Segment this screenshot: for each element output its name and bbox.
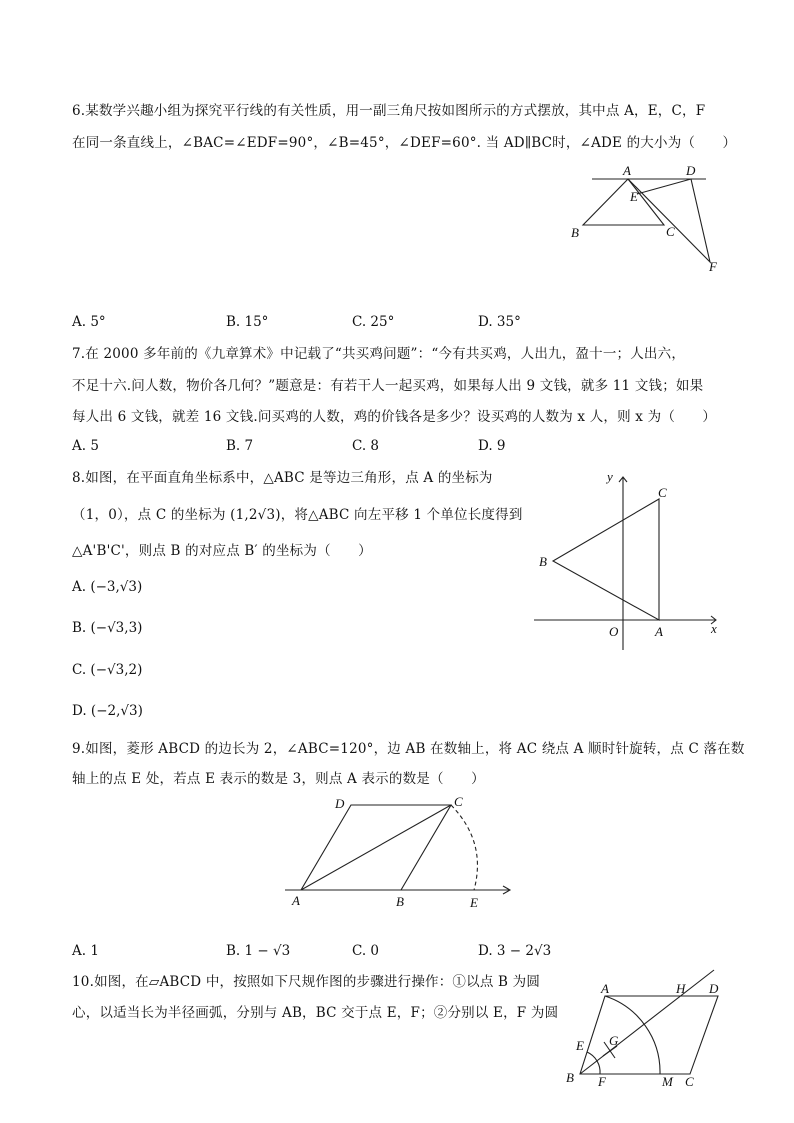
q6-label-f: F xyxy=(709,259,717,274)
q8-figure xyxy=(525,465,730,655)
q6-option-a[interactable]: A. 5° xyxy=(72,314,106,330)
q7-option-c[interactable]: C. 8 xyxy=(352,438,380,454)
q6-triangle-def xyxy=(628,179,710,262)
q6-triangle-abc xyxy=(583,179,664,225)
q10-label-a: A xyxy=(601,981,609,996)
q9-diagonal-ac xyxy=(301,805,451,890)
q10-label-g: G xyxy=(609,1033,619,1048)
q10-label-h: H xyxy=(676,981,686,996)
q10-text-line-1: 10.如图，在▱ABCD 中，按照如下尺规作图的步骤进行操作：①以点 B 为圆 xyxy=(72,974,541,990)
q8-text-line-3: △A'B'C'，则点 B 的对应点 B′ 的坐标为（ ） xyxy=(72,543,372,559)
q10-label-m: M xyxy=(662,1074,673,1089)
q9-text-line-1: 9.如图，菱形 ABCD 的边长为 2，∠ABC=120°，边 AB 在数轴上，将 AC 绕点 A 顺时针旋转，点 C 落在数 xyxy=(72,741,745,757)
q8-option-b[interactable]: B. (−√3,3) xyxy=(72,620,143,636)
q6-option-b[interactable]: B. 15° xyxy=(226,314,269,330)
q8-label-o: O xyxy=(609,624,619,639)
q6-text-line-1: 6.某数学兴趣小组为探究平行线的有关性质，用一副三角尺按如图所示的方式摆放，其中点 A，E，C，F xyxy=(72,103,706,119)
q9-label-b: B xyxy=(396,894,404,909)
q10-label-c: C xyxy=(685,1074,694,1089)
q9-label-c: C xyxy=(454,794,463,809)
q10-text-line-2: 心，以适当长为半径画弧，分别与 AB，BC 交于点 E，F；②分别以 E，F 为圆 xyxy=(72,1005,559,1021)
q9-label-d: D xyxy=(335,796,345,811)
q8-label-c: C xyxy=(658,485,667,500)
q8-triangle-abc xyxy=(553,499,659,620)
q9-text-line-2: 轴上的点 E 处，若点 E 表示的数是 3，则点 A 表示的数是（ ） xyxy=(72,771,485,787)
q9-label-a: A xyxy=(292,893,300,908)
q8-option-c[interactable]: C. (−√3,2) xyxy=(72,662,143,678)
q6-label-a: A xyxy=(623,163,631,178)
q7-option-d[interactable]: D. 9 xyxy=(478,438,506,454)
q8-option-a[interactable]: A. (−3,√3) xyxy=(72,579,143,595)
q9-label-e: E xyxy=(470,895,478,910)
q10-label-b: B xyxy=(566,1070,574,1085)
q8-label-a: A xyxy=(655,624,663,639)
q7-text-line-1: 7.在 2000 多年前的《九章算术》中记载了“共买鸡问题”：“今有共买鸡，人出九，盈十一；人出六， xyxy=(72,346,686,362)
q9-option-b[interactable]: B. 1 − √3 xyxy=(226,943,291,959)
q6-text-line-2: 在同一条直线上，∠BAC=∠EDF=90°，∠B=45°，∠DEF=60°. 当 AD∥BC时，∠ADE 的大小为（ ） xyxy=(72,135,737,151)
q7-option-a[interactable]: A. 5 xyxy=(72,438,99,454)
q6-option-d[interactable]: D. 35° xyxy=(478,314,521,330)
q7-text-line-3: 每人出 6 文钱，就差 16 文钱.问买鸡的人数，鸡的价钱各是多少？设买鸡的人数为 x 人，则 x 为（ ） xyxy=(72,409,717,425)
q6-label-d: D xyxy=(686,163,696,178)
q6-option-c[interactable]: C. 25° xyxy=(352,314,395,330)
q7-option-b[interactable]: B. 7 xyxy=(226,438,254,454)
q10-parallelogram-abcd xyxy=(580,996,718,1074)
q8-text-line-1: 8.如图，在平面直角坐标系中，△ABC 是等边三角形，点 A 的坐标为 xyxy=(72,470,493,486)
q9-option-c[interactable]: C. 0 xyxy=(352,943,380,959)
q9-option-d[interactable]: D. 3 − 2√3 xyxy=(478,943,552,959)
q8-option-d[interactable]: D. (−2,√3) xyxy=(72,703,143,719)
q6-label-c: C xyxy=(666,224,675,239)
q6-label-b: B xyxy=(571,225,579,240)
q10-label-f: F xyxy=(598,1074,606,1089)
q6-label-e: E xyxy=(630,189,638,204)
q8-text-line-2: （1，0），点 C 的坐标为 (1,2√3)，将△ABC 向左平移 1 个单位长度得到 xyxy=(72,507,523,523)
q10-label-d: D xyxy=(709,981,719,996)
q8-label-y: y xyxy=(607,469,613,484)
q6-figure xyxy=(560,160,730,280)
q10-label-e: E xyxy=(576,1038,584,1053)
q9-figure xyxy=(280,793,515,913)
q8-label-b: B xyxy=(539,554,547,569)
q8-label-x: x xyxy=(711,621,717,636)
q7-text-line-2: 不足十六.问人数，物价各几何？”题意是：有若干人一起买鸡，如果每人出 9 文钱，就多 11 文钱；如果 xyxy=(72,378,704,394)
q9-option-a[interactable]: A. 1 xyxy=(72,943,99,959)
q9-rotation-arc xyxy=(451,805,477,890)
q10-figure xyxy=(560,965,735,1090)
